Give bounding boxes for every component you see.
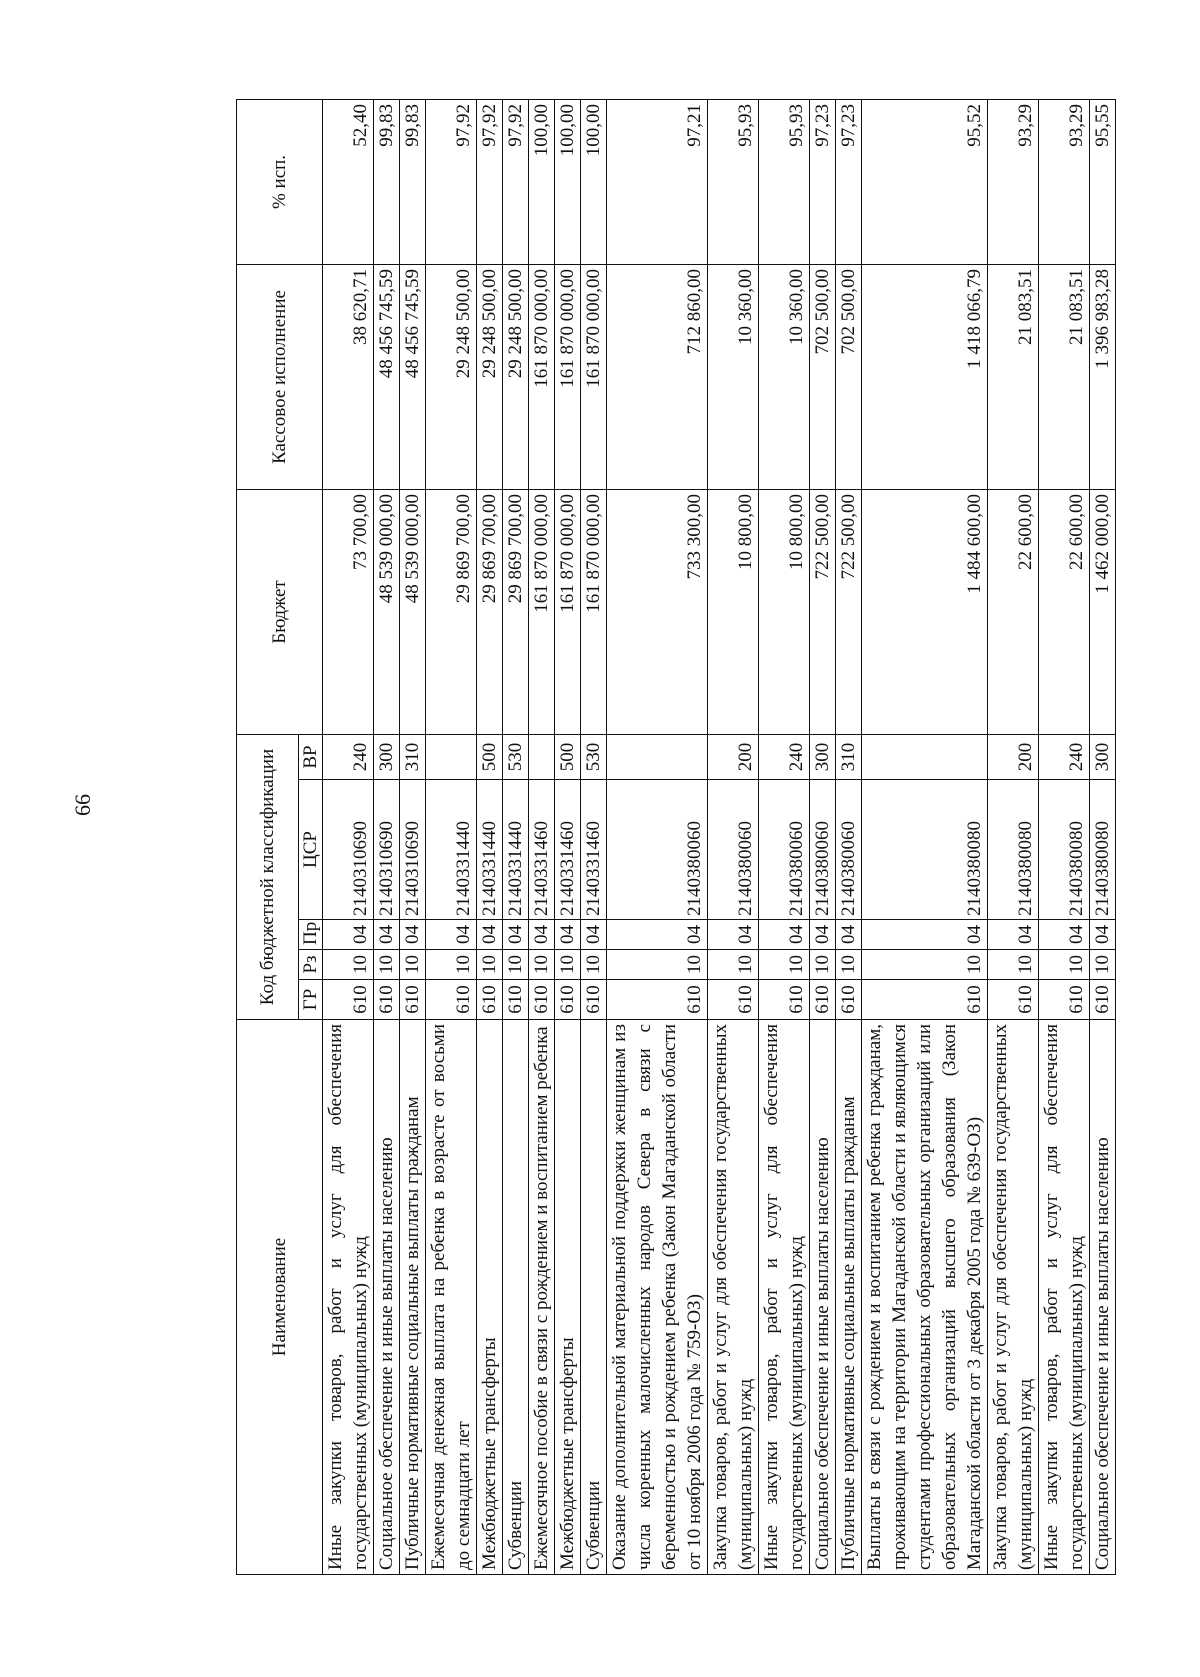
- row-vr: 240: [323, 734, 374, 779]
- row-name: Оказание дополнительной материальной поддержки женщинам из числа коренных малочисленных народов Севера в связи с беременностью и рождением ребенка (Закон Магаданской области от 10 ноября 2006 года № 759-ОЗ): [607, 1020, 708, 1575]
- row-budget: 29 869 700,00: [503, 489, 529, 734]
- row-cash: 161 870 000,00: [555, 264, 581, 489]
- row-pr: 04: [708, 920, 759, 950]
- header-pr: Пр: [299, 920, 323, 950]
- row-cash: 10 360,00: [759, 264, 810, 489]
- row-gr: 610: [581, 980, 607, 1020]
- row-csr: 2140331440: [477, 780, 503, 920]
- row-gr: 610: [477, 980, 503, 1020]
- row-name: Иные закупки товаров, работ и услуг для обеспечения государственных (муниципальных) нужд: [323, 1020, 374, 1575]
- row-vr: [529, 734, 555, 779]
- row-cash: 29 248 500,00: [477, 264, 503, 489]
- table-row: [1039, 99, 1090, 1574]
- table-row: [323, 99, 374, 1574]
- row-pr: 04: [836, 920, 862, 950]
- row-vr: 500: [555, 734, 581, 779]
- row-name: Публичные нормативные социальные выплаты гражданам: [836, 1020, 862, 1575]
- header-vr: ВР: [299, 734, 323, 779]
- table-row: [862, 99, 988, 1574]
- row-gr: 610: [607, 980, 708, 1020]
- row-budget: 722 500,00: [810, 489, 836, 734]
- row-csr: 2140380060: [836, 780, 862, 920]
- header-percent: % исп.: [237, 99, 323, 264]
- row-gr: 610: [1039, 980, 1090, 1020]
- row-percent: 95,52: [862, 99, 988, 264]
- row-percent: 95,93: [708, 99, 759, 264]
- row-percent: 100,00: [555, 99, 581, 264]
- row-budget: 48 539 000,00: [374, 489, 400, 734]
- table-row: [503, 99, 529, 1574]
- row-percent: 95,55: [1090, 99, 1116, 264]
- row-percent: 93,29: [1039, 99, 1090, 264]
- row-csr: 2140380060: [708, 780, 759, 920]
- row-percent: 95,93: [759, 99, 810, 264]
- row-gr: 610: [426, 980, 477, 1020]
- row-percent: 97,92: [426, 99, 477, 264]
- row-percent: 99,83: [374, 99, 400, 264]
- row-vr: 240: [759, 734, 810, 779]
- row-gr: 610: [862, 980, 988, 1020]
- row-vr: 240: [1039, 734, 1090, 779]
- header-gr: ГР: [299, 980, 323, 1020]
- row-rz: 10: [759, 950, 810, 980]
- row-cash: 21 083,51: [1039, 264, 1090, 489]
- row-rz: 10: [323, 950, 374, 980]
- row-vr: 500: [477, 734, 503, 779]
- row-rz: 10: [374, 950, 400, 980]
- row-vr: 300: [1090, 734, 1116, 779]
- row-cash: 1 418 066,79: [862, 264, 988, 489]
- row-budget: 22 600,00: [1039, 489, 1090, 734]
- table-row: [555, 99, 581, 1574]
- table-body: [323, 99, 1116, 1574]
- row-pr: 04: [529, 920, 555, 950]
- row-vr: 530: [503, 734, 529, 779]
- row-cash: 1 396 983,28: [1090, 264, 1116, 489]
- table-row: [400, 99, 426, 1574]
- table-row: [581, 99, 607, 1574]
- row-name: Социальное обеспечение и иные выплаты населению: [810, 1020, 836, 1575]
- row-budget: 10 800,00: [759, 489, 810, 734]
- row-budget: 722 500,00: [836, 489, 862, 734]
- row-gr: 610: [400, 980, 426, 1020]
- row-budget: 733 300,00: [607, 489, 708, 734]
- row-cash: 48 456 745,59: [400, 264, 426, 489]
- row-csr: 2140310690: [323, 780, 374, 920]
- row-vr: 530: [581, 734, 607, 779]
- row-rz: 10: [810, 950, 836, 980]
- row-percent: 97,21: [607, 99, 708, 264]
- row-pr: 04: [1039, 920, 1090, 950]
- row-pr: 04: [607, 920, 708, 950]
- header-code-group: Код бюджетной классификации: [237, 734, 299, 1019]
- row-rz: 10: [477, 950, 503, 980]
- row-rz: 10: [581, 950, 607, 980]
- row-name: Иные закупки товаров, работ и услуг для обеспечения государственных (муниципальных) нужд: [1039, 1020, 1090, 1575]
- row-gr: 610: [836, 980, 862, 1020]
- row-percent: 52,40: [323, 99, 374, 264]
- row-cash: 702 500,00: [836, 264, 862, 489]
- row-name: Закупка товаров, работ и услуг для обеспечения государственных (муниципальных) нужд: [708, 1020, 759, 1575]
- row-cash: 29 248 500,00: [426, 264, 477, 489]
- row-csr: 2140310690: [374, 780, 400, 920]
- row-pr: 04: [400, 920, 426, 950]
- header-budget: Бюджет: [237, 489, 323, 734]
- row-gr: 610: [503, 980, 529, 1020]
- row-name: Межбюджетные трансферты: [555, 1020, 581, 1575]
- row-name: Социальное обеспечение и иные выплаты населению: [374, 1020, 400, 1575]
- row-gr: 610: [810, 980, 836, 1020]
- row-budget: 161 870 000,00: [529, 489, 555, 734]
- row-percent: 99,83: [400, 99, 426, 264]
- row-percent: 97,23: [810, 99, 836, 264]
- table-header: [237, 99, 323, 1574]
- row-rz: 10: [503, 950, 529, 980]
- table-row: [988, 99, 1039, 1574]
- row-vr: 200: [988, 734, 1039, 779]
- header-csr: ЦСР: [299, 780, 323, 920]
- row-budget: 29 869 700,00: [477, 489, 503, 734]
- row-pr: 04: [426, 920, 477, 950]
- row-csr: 2140380060: [607, 780, 708, 920]
- row-name: Социальное обеспечение и иные выплаты населению: [1090, 1020, 1116, 1575]
- table-row: [477, 99, 503, 1574]
- row-percent: 93,29: [988, 99, 1039, 264]
- row-name: Межбюджетные трансферты: [477, 1020, 503, 1575]
- row-cash: 161 870 000,00: [529, 264, 555, 489]
- row-budget: 48 539 000,00: [400, 489, 426, 734]
- row-cash: 48 456 745,59: [374, 264, 400, 489]
- row-cash: 29 248 500,00: [503, 264, 529, 489]
- row-cash: 10 360,00: [708, 264, 759, 489]
- row-csr: 2140331440: [503, 780, 529, 920]
- row-pr: 04: [810, 920, 836, 950]
- row-csr: 2140331440: [426, 780, 477, 920]
- row-gr: 610: [1090, 980, 1116, 1020]
- row-budget: 1 484 600,00: [862, 489, 988, 734]
- row-csr: 2140380060: [810, 780, 836, 920]
- row-csr: 2140380060: [759, 780, 810, 920]
- row-cash: 161 870 000,00: [581, 264, 607, 489]
- row-rz: 10: [836, 950, 862, 980]
- row-gr: 610: [988, 980, 1039, 1020]
- row-budget: 1 462 000,00: [1090, 489, 1116, 734]
- row-name: Субвенции: [581, 1020, 607, 1575]
- table-row: [426, 99, 477, 1574]
- row-budget: 73 700,00: [323, 489, 374, 734]
- row-vr: 310: [836, 734, 862, 779]
- row-percent: 97,92: [503, 99, 529, 264]
- row-csr: 2140380080: [988, 780, 1039, 920]
- row-vr: [426, 734, 477, 779]
- row-budget: 29 869 700,00: [426, 489, 477, 734]
- table-row: [1090, 99, 1116, 1574]
- row-pr: 04: [555, 920, 581, 950]
- row-name: Субвенции: [503, 1020, 529, 1575]
- row-percent: 100,00: [581, 99, 607, 264]
- table-row: [708, 99, 759, 1574]
- table-row: [759, 99, 810, 1574]
- row-pr: 04: [374, 920, 400, 950]
- row-percent: 97,23: [836, 99, 862, 264]
- row-pr: 04: [323, 920, 374, 950]
- page-number: 66: [70, 794, 95, 816]
- row-rz: 10: [400, 950, 426, 980]
- header-rz: Рз: [299, 950, 323, 980]
- row-name: Ежемесячная денежная выплата на ребенка в возрасте от восьми до семнадцати лет: [426, 1020, 477, 1575]
- table-row: [529, 99, 555, 1574]
- row-budget: 10 800,00: [708, 489, 759, 734]
- row-rz: 10: [988, 950, 1039, 980]
- row-budget: 161 870 000,00: [581, 489, 607, 734]
- row-rz: 10: [555, 950, 581, 980]
- row-csr: 2140380080: [1090, 780, 1116, 920]
- header-cash: Кассовое исполнение: [237, 264, 323, 489]
- row-pr: 04: [1090, 920, 1116, 950]
- row-rz: 10: [1090, 950, 1116, 980]
- row-gr: 610: [759, 980, 810, 1020]
- row-pr: 04: [477, 920, 503, 950]
- row-pr: 04: [503, 920, 529, 950]
- row-gr: 610: [374, 980, 400, 1020]
- row-csr: 2140310690: [400, 780, 426, 920]
- table-row: [810, 99, 836, 1574]
- row-gr: 610: [555, 980, 581, 1020]
- row-rz: 10: [862, 950, 988, 980]
- row-rz: 10: [708, 950, 759, 980]
- row-budget: 22 600,00: [988, 489, 1039, 734]
- row-vr: 310: [400, 734, 426, 779]
- row-percent: 97,92: [477, 99, 503, 264]
- row-rz: 10: [1039, 950, 1090, 980]
- row-rz: 10: [529, 950, 555, 980]
- rotated-table-area: [236, 100, 1113, 1575]
- row-gr: 610: [529, 980, 555, 1020]
- row-pr: 04: [988, 920, 1039, 950]
- row-pr: 04: [759, 920, 810, 950]
- row-csr: 2140331460: [555, 780, 581, 920]
- row-cash: 21 083,51: [988, 264, 1039, 489]
- row-percent: 100,00: [529, 99, 555, 264]
- row-gr: 610: [708, 980, 759, 1020]
- row-csr: 2140331460: [529, 780, 555, 920]
- row-vr: 300: [810, 734, 836, 779]
- row-name: Ежемесячное пособие в связи с рождением и воспитанием ребенка: [529, 1020, 555, 1575]
- row-cash: 712 860,00: [607, 264, 708, 489]
- row-csr: 2140380080: [862, 780, 988, 920]
- row-name: Публичные нормативные социальные выплаты гражданам: [400, 1020, 426, 1575]
- row-rz: 10: [607, 950, 708, 980]
- header-name: Наименование: [237, 1020, 323, 1575]
- row-pr: 04: [862, 920, 988, 950]
- table-row: [607, 99, 708, 1574]
- row-name: Закупка товаров, работ и услуг для обеспечения государственных (муниципальных) нужд: [988, 1020, 1039, 1575]
- row-cash: 702 500,00: [810, 264, 836, 489]
- row-vr: [607, 734, 708, 779]
- row-csr: 2140380080: [1039, 780, 1090, 920]
- row-csr: 2140331460: [581, 780, 607, 920]
- row-name: Иные закупки товаров, работ и услуг для обеспечения государственных (муниципальных) нужд: [759, 1020, 810, 1575]
- row-vr: [862, 734, 988, 779]
- row-budget: 161 870 000,00: [555, 489, 581, 734]
- table-row: [836, 99, 862, 1574]
- table-row: [374, 99, 400, 1574]
- row-name: Выплаты в связи с рождением и воспитанием ребенка гражданам, проживающим на территории Магаданской области и являющимся студентами профессиональных образовательных организаций или образовательных организаций высшего образования (Закон Магаданской области от 3 декабря 2005 года № 639-ОЗ): [862, 1020, 988, 1575]
- budget-table: [236, 99, 1116, 1575]
- row-cash: 38 620,71: [323, 264, 374, 489]
- row-vr: 200: [708, 734, 759, 779]
- row-rz: 10: [426, 950, 477, 980]
- row-pr: 04: [581, 920, 607, 950]
- row-gr: 610: [323, 980, 374, 1020]
- row-vr: 300: [374, 734, 400, 779]
